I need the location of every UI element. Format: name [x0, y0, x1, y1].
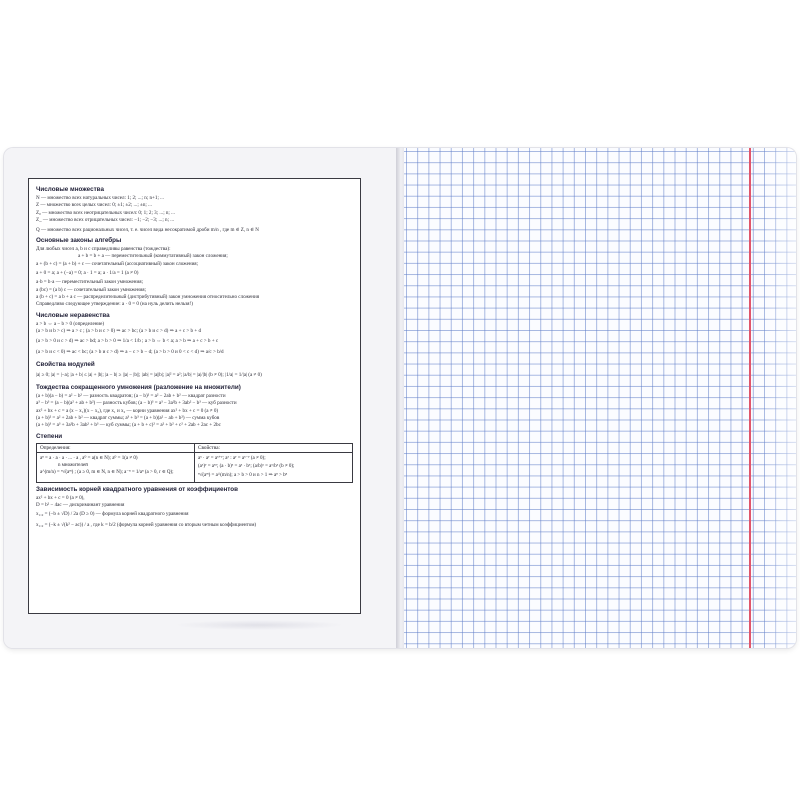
section-title-identities: Тождества сокращенного умножения (разложение на множители): [36, 383, 241, 391]
algebra-line: a (bc) = (a b) c — сочетательный закон умножения;: [36, 286, 147, 293]
section-title-inequalities: Числовые неравенства: [36, 311, 110, 319]
powers-definition-line: a^(m/n) = ⁿ√(aᵐ) ; (a ≥ 0, m ∈ N, n ∈ N); a⁻ⁿ = 1/aⁿ (a > 0, r ∈ Q);: [40, 470, 174, 476]
algebra-line: a (b + c) = a b + a c — распределительный (дистрибутивный) закон умножения относительно сложения: [36, 294, 260, 301]
identity-line: (a + b)(a − b) = a² − b² — разность квадратов; (a − b)² = a² − 2ab + b² — квадрат разности: [36, 392, 226, 399]
roots-line: x₁,₂ = (−b ± √D) / 2a (D ≥ 0) — формула корней квадратного уравнения: [36, 511, 189, 518]
graph-paper-page: [404, 148, 796, 648]
algebra-line: Справедливо следующее утверждение: a · 0 = 0 (на нуль делить нельзя!): [36, 301, 193, 308]
powers-property-line: (aˣ)ʸ = aˣʸ; (a · b)ˣ = aˣ · bˣ; (a/b)ˣ = aˣ/bˣ (b ≠ 0);: [198, 464, 295, 470]
identity-line: (a + b)³ = a³ + 3a²b + 3ab² + b³ — куб суммы; (a + b + c)² = a² + b² + c² + 2ab + 2ac + 2bc: [36, 422, 221, 429]
section-title-roots: Зависимость корней квадратного уравнения от коэффициентов: [36, 485, 238, 493]
section-title-sets: Числовые множества: [36, 186, 104, 193]
section-title-algebra: Основные законы алгебры: [36, 237, 122, 245]
algebra-line: a·b = b·a — переместительный закон умножения;: [36, 279, 143, 286]
math-reference-sheet: [28, 178, 361, 614]
sets-line: Z_ — множество всех отрицательных чисел: −1; −2; −3; ...; n; ...: [36, 217, 175, 224]
left-page: [4, 148, 397, 648]
powers-definition-line: aⁿ = a · a · a · ... · a , a⁰ = a(n ∈ N); a⁰ = 1(a ≠ 0): [40, 455, 138, 461]
algebra-line: a + b = b + a — переместительный (коммутативный) закон сложения;: [78, 253, 228, 260]
identity-line: ax² + bx + c = a (x − x₁)(x − x₂), где x₁ и x₂ — корни уравнения ax² + bx + c = 0 (a ≠ 0): [36, 407, 219, 414]
section-title-powers: Степени: [36, 432, 63, 440]
notebook-spread: [4, 148, 796, 648]
powers-definition-note: n множителей: [58, 463, 88, 469]
identity-line: (a + b)² = a² + 2ab + b² — квадрат суммы; a³ + b³ = (a + b)(a² − ab + b²) — сумма кубов: [36, 414, 220, 421]
page-smudge: [174, 620, 344, 630]
powers-properties-cell: [195, 443, 353, 482]
powers-property-line: aˣ · aʸ = aˣ⁺ʸ; aˣ : aʸ = aˣ⁻ʸ (a ≠ 0);: [198, 455, 266, 461]
inequality-line: (a > b и c < 0) ⇒ ac < bc; (a > b и c > d) ⇒ a − c > b − d; (a > b > 0 и 0 < c < d) ⇒ a/c > b/d: [36, 348, 224, 355]
sets-line: Z₀ — множество всех неотрицательных чисел: 0; 1; 2; 3; ...; n; ...: [36, 209, 175, 216]
powers-definitions-cell: [37, 443, 195, 482]
powers-property-line: ⁿ√(aᵐ) = a^(m/n); a > b > 0 и n > 1 ⇒ aⁿ > bⁿ: [198, 472, 288, 478]
sets-line: Q — множество всех рациональных чисел, т. е. чисел вида несократимой дроби m/n , где m ∈ Z, n ∈ N: [36, 226, 259, 233]
powers-properties-head: Свойства:: [195, 445, 352, 453]
sets-line: Z — множество всех целых чисел: 0; ±1; ±2; ...; ±n; ...: [36, 202, 152, 209]
roots-line: D = b² − 4ac — дискриминант уравнения: [36, 501, 125, 508]
inequality-line: (a > b > 0 и c > d) ⇒ ac > bd; a > b > 0 ⇒ 1/a < 1/b ; a > b ⇔ b < a; a > b ⇒ a + c > b + c: [36, 337, 219, 344]
inequality-line: a > b ⇔ a − b > 0 (определение): [36, 320, 105, 327]
identity-line: a³ − b³ = (a − b)(a² + ab + b²) — разность кубов; (a − b)³ = a³ − 3a²b + 3ab² − b³ — куб разности: [36, 400, 237, 407]
section-title-modulus: Свойства модулей: [36, 360, 95, 368]
powers-table: [36, 443, 353, 483]
inequality-line: (a > b и b > c) ⇒ a > c ; (a > b и c > 0) ⇒ ac > bc; (a > b и c > d) ⇒ a + c > b + d: [36, 328, 202, 335]
algebra-line: a + (b + c) = (a + b) + c — сочетательный (ассоциативный) закон сложения;: [36, 260, 199, 267]
page-edge: [762, 148, 796, 648]
algebra-line: a + 0 = a; a + (−a) = 0; a · 1 = a; a · 1/a = 1 (a ≠ 0): [36, 270, 139, 277]
roots-line: x₁,₂ = (−k ± √(k² − ac)) / a , где k = b/2 (формула корней уравнения со вторым четным коэффициентом): [36, 522, 257, 529]
powers-definitions-head: Определения:: [37, 445, 194, 453]
algebra-line: Для любых чисел a, b и c справедливы равенства (тождества):: [36, 246, 171, 253]
modulus-line: |a| ≥ 0; |a| = |−a|; |a + b| ≤ |a| + |b|; |a − b| ≥ ||a| − |b||; |ab| = |a||b|; |a|² = a²; |a/b| = |a|/|b| (b ≠ 0); |1/a| = 1/|a| (a ≠ 0): [36, 371, 262, 378]
roots-line: ax² + bx + c = 0 (a ≠ 0),: [36, 494, 85, 501]
margin-line: [749, 148, 751, 648]
notebook-spine: [396, 148, 404, 648]
sets-line: N — множество всех натуральных чисел: 1; 2; ...; n; n+1; ...: [36, 195, 164, 201]
